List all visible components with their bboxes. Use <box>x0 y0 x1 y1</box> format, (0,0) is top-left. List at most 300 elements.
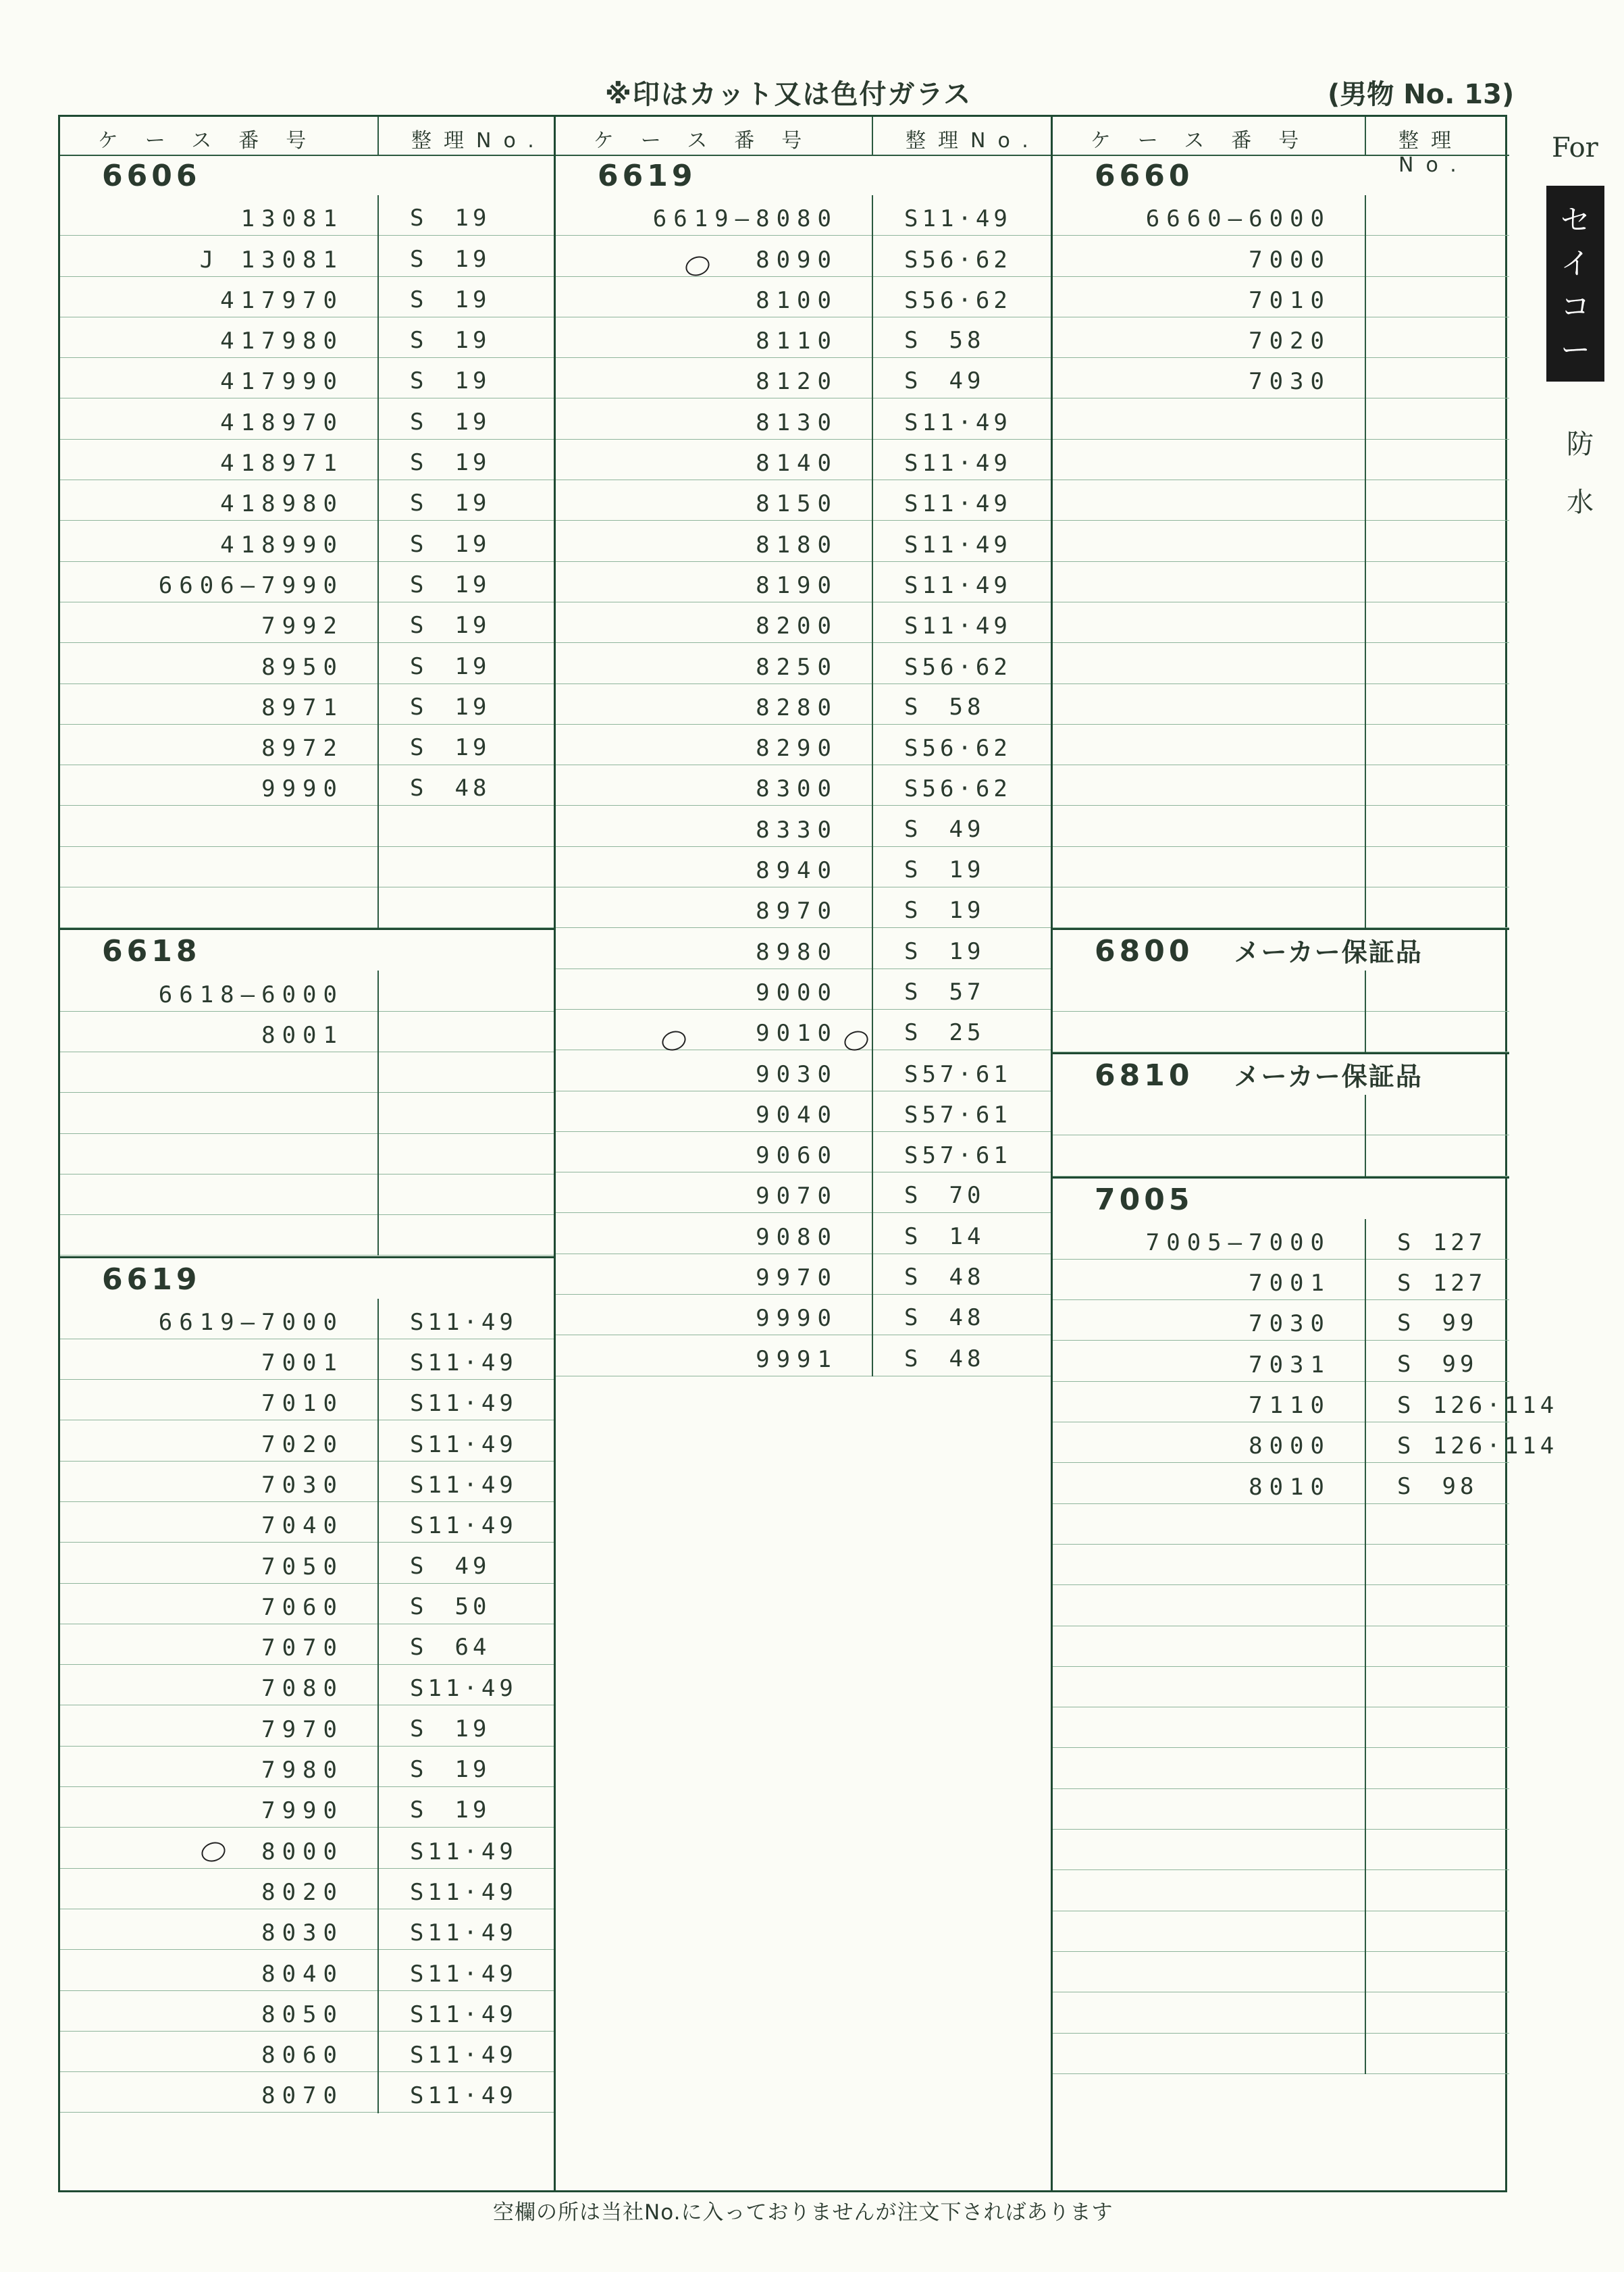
table-row <box>1053 1952 1509 1992</box>
reference-number: S11·49 <box>410 1430 517 1458</box>
table-row <box>60 195 554 236</box>
table-row <box>60 1174 554 1215</box>
case-number: 6606—7990 <box>158 571 344 599</box>
reference-number: S 48 <box>904 1264 985 1291</box>
case-number: 8010 <box>1249 1473 1331 1501</box>
table-row <box>1053 277 1509 317</box>
table-row <box>1053 847 1509 887</box>
reference-number: S 19 <box>410 734 491 762</box>
case-number: 6619—7000 <box>158 1308 344 1336</box>
header-case-number: ケース番号 <box>1090 129 1326 153</box>
table-row <box>60 847 554 887</box>
table-row <box>556 725 1051 765</box>
table-row <box>556 847 1051 887</box>
reference-number: S 48 <box>410 775 491 802</box>
table-row <box>60 277 554 317</box>
model-number <box>1053 155 1509 195</box>
table-row <box>556 358 1051 398</box>
table-row <box>1053 765 1509 806</box>
column-divider <box>1365 195 1366 928</box>
case-number: 9040 <box>756 1101 838 1129</box>
table-row <box>60 1950 554 1990</box>
reference-number: S 64 <box>410 1634 491 1661</box>
table-row <box>1053 1626 1509 1667</box>
reference-number: S 19 <box>410 571 491 598</box>
reference-number: S 50 <box>410 1593 491 1620</box>
table-row <box>556 277 1051 317</box>
table-row <box>1053 562 1509 602</box>
side-tab-char: イ <box>1561 247 1590 281</box>
reference-number: S 48 <box>904 1345 985 1372</box>
case-number: 7110 <box>1249 1392 1331 1420</box>
reference-number: S 19 <box>410 286 491 313</box>
case-number: 8140 <box>756 450 838 477</box>
table-row <box>60 1909 554 1950</box>
case-number: 8190 <box>756 571 838 599</box>
reference-number: S 126·114 <box>1397 1392 1558 1420</box>
footer-note: 空欄の所は当社No.に入っておりませんが注文下さればあります <box>493 2200 1114 2225</box>
reference-number: S 99 <box>1397 1350 1478 1378</box>
table-row <box>556 1335 1051 1376</box>
table-row <box>1053 684 1509 725</box>
model-number-text: 7005 <box>1095 1182 1194 1217</box>
reference-number: S11·49 <box>410 1471 517 1499</box>
case-number: 9970 <box>756 1264 838 1292</box>
reference-number: S57·61 <box>904 1142 1012 1170</box>
reference-number: S11·49 <box>410 1960 517 1988</box>
model-group <box>1053 155 1509 928</box>
side-tab-char: セ <box>1561 203 1590 238</box>
table-row <box>556 521 1051 561</box>
table-row <box>60 2032 554 2072</box>
table-row <box>60 358 554 398</box>
table-row <box>556 1254 1051 1295</box>
table-row <box>60 1624 554 1665</box>
column-right <box>1053 117 1558 2190</box>
table-row <box>556 1010 1051 1050</box>
table-row <box>60 1705 554 1746</box>
column-header <box>60 117 554 156</box>
table-row <box>556 602 1051 643</box>
table-row <box>556 1172 1051 1213</box>
table-row <box>556 1213 1051 1254</box>
side-label-for: For <box>1552 132 1598 163</box>
warranty-note: メーカー保証品 <box>1234 937 1423 968</box>
reference-number: S 99 <box>1397 1310 1478 1337</box>
header-note: ※印はカット又は色付ガラス <box>605 79 972 110</box>
table-row <box>60 521 554 561</box>
model-number <box>60 1258 554 1299</box>
table-row <box>556 398 1051 439</box>
table-row <box>1053 1789 1509 1830</box>
table-row <box>1053 1463 1509 1503</box>
case-number: 9070 <box>756 1183 838 1210</box>
table-row <box>60 765 554 806</box>
case-number: 8180 <box>756 531 838 559</box>
table-row <box>556 236 1051 276</box>
table-row <box>60 1787 554 1828</box>
side-tab-char: コ <box>1561 290 1590 324</box>
model-group <box>60 155 554 928</box>
case-number: 418970 <box>220 409 344 436</box>
page-number: (男物 No. 13) <box>1328 79 1515 110</box>
case-number: 9990 <box>756 1305 838 1333</box>
table-row <box>1053 1748 1509 1788</box>
reference-number: S 19 <box>410 408 491 436</box>
reference-number: S 19 <box>904 897 985 925</box>
case-number: 8110 <box>756 328 838 355</box>
table-row <box>1053 1585 1509 1626</box>
case-number: 8290 <box>756 735 838 763</box>
model-group <box>1053 930 1509 1052</box>
table-row <box>1053 971 1509 1011</box>
table-row <box>1053 1707 1509 1748</box>
column-left <box>60 117 556 2190</box>
case-number: 7050 <box>261 1553 344 1580</box>
side-label-waterproof <box>1567 415 1594 532</box>
case-number: 6660—6000 <box>1145 205 1331 233</box>
reference-number: S 19 <box>410 205 491 232</box>
header-reference-number: 整理No. <box>906 129 1041 153</box>
case-number: 7010 <box>1249 286 1331 314</box>
case-number: 7040 <box>261 1512 344 1540</box>
case-number: 9991 <box>756 1345 838 1373</box>
case-number: 8940 <box>756 857 838 885</box>
table-row <box>556 887 1051 928</box>
table-row <box>1053 2034 1509 2074</box>
reference-number: S 19 <box>410 327 491 355</box>
case-number: 7990 <box>261 1797 344 1825</box>
table-row <box>60 1339 554 1380</box>
catalog-table <box>58 115 1558 2192</box>
table-row <box>556 480 1051 521</box>
reference-number: S 57 <box>904 978 985 1006</box>
reference-number: S11·49 <box>904 409 1012 436</box>
table-row <box>60 1299 554 1339</box>
table-row <box>556 317 1051 358</box>
case-number: 7080 <box>261 1675 344 1703</box>
table-row <box>1053 1219 1509 1260</box>
case-number: 9080 <box>756 1223 838 1251</box>
table-row <box>1053 1382 1558 1422</box>
case-number: 8030 <box>261 1919 344 1947</box>
model-number <box>60 930 554 971</box>
case-number: 8970 <box>756 898 838 925</box>
reference-number: S 49 <box>904 367 985 395</box>
reference-number: S 70 <box>904 1182 985 1210</box>
table-row <box>1053 1300 1509 1341</box>
case-number: 8980 <box>756 938 838 966</box>
header-reference-number: 整理No. <box>411 129 546 153</box>
table-row <box>60 2072 554 2113</box>
header-case-number: ケース番号 <box>593 129 829 153</box>
table-row <box>60 725 554 765</box>
reference-number: S 19 <box>904 856 985 884</box>
table-row <box>60 440 554 480</box>
case-number: 8050 <box>261 2000 344 2028</box>
case-number: 7980 <box>261 1757 344 1784</box>
table-row <box>1053 1911 1509 1952</box>
model-number-text: 6660 <box>1095 159 1194 193</box>
reference-number: S 127 <box>1397 1229 1487 1256</box>
table-row <box>1053 1504 1509 1545</box>
case-number: 418980 <box>220 490 344 518</box>
model-group <box>556 155 1051 1376</box>
case-number: 8120 <box>756 368 838 396</box>
case-number: 9000 <box>756 979 838 1006</box>
reference-number: S11·49 <box>904 450 1012 477</box>
model-number-text: 6606 <box>102 159 201 193</box>
warranty-note: メーカー保証品 <box>1234 1062 1423 1091</box>
table-row <box>60 1380 554 1420</box>
reference-number: S 126·114 <box>1397 1432 1558 1460</box>
model-number <box>556 155 1051 195</box>
case-number: 7001 <box>261 1349 344 1377</box>
case-number: 9030 <box>756 1060 838 1088</box>
table-row <box>1053 521 1509 561</box>
case-number: 417970 <box>220 286 344 314</box>
table-row <box>1053 398 1509 439</box>
table-row <box>60 1420 554 1461</box>
table-row <box>1053 725 1509 765</box>
case-number: 8100 <box>756 286 838 314</box>
case-number: 417980 <box>220 328 344 355</box>
reference-number: S 19 <box>410 1797 491 1824</box>
reference-number: S 127 <box>1397 1270 1487 1297</box>
header-reference-number: 整理No. <box>1398 129 1469 177</box>
model-number <box>1053 930 1509 971</box>
case-number: 7070 <box>261 1634 344 1662</box>
model-number-text: 6618 <box>102 934 201 969</box>
table-row <box>60 1093 554 1133</box>
table-row <box>60 643 554 683</box>
model-number-text: 6810 <box>1095 1058 1194 1093</box>
table-row <box>556 806 1051 846</box>
table-row <box>1053 1012 1509 1052</box>
table-row <box>1053 1095 1509 1135</box>
column-divider <box>377 195 379 928</box>
table-row <box>556 1295 1051 1335</box>
case-number: 7030 <box>1249 1310 1331 1338</box>
table-row <box>556 1091 1051 1132</box>
case-number: 7001 <box>1249 1270 1331 1297</box>
table-row <box>1053 1545 1509 1585</box>
table-row <box>60 398 554 439</box>
table-row <box>60 236 554 276</box>
reference-number: S11·49 <box>410 1675 517 1703</box>
reference-number: S 19 <box>410 652 491 680</box>
page-header <box>58 68 1544 115</box>
table-row <box>60 1502 554 1543</box>
reference-number: S 14 <box>904 1222 985 1250</box>
table-row <box>1053 1667 1509 1707</box>
table-row <box>60 317 554 358</box>
case-number: 8330 <box>756 816 838 844</box>
reference-number: S56·62 <box>904 286 1012 314</box>
table-row <box>556 684 1051 725</box>
reference-number: S 19 <box>410 1715 491 1742</box>
case-number: 8130 <box>756 409 838 436</box>
table-row <box>1053 1422 1558 1463</box>
column-divider <box>1365 1095 1366 1177</box>
reference-number: S 19 <box>410 367 491 395</box>
reference-number: S11·49 <box>904 531 1012 559</box>
case-number: 7020 <box>261 1430 344 1458</box>
case-number: 8070 <box>261 2082 344 2110</box>
table-row <box>60 1584 554 1624</box>
reference-number: S56·62 <box>904 775 1012 803</box>
table-row <box>60 1747 554 1787</box>
case-number: 8150 <box>756 490 838 518</box>
side-sub-char: 防 <box>1567 429 1594 460</box>
table-row <box>60 971 554 1011</box>
reference-number: S56·62 <box>904 653 1012 681</box>
model-number <box>1053 1054 1509 1095</box>
case-number: 7970 <box>261 1715 344 1743</box>
table-row <box>1053 1870 1509 1911</box>
case-number: 418990 <box>220 531 344 559</box>
table-row <box>556 1050 1051 1091</box>
reference-number: S11·49 <box>410 2042 517 2069</box>
side-tab-char: ー <box>1561 333 1590 367</box>
reference-number: S 25 <box>904 1019 985 1047</box>
column-divider <box>377 971 379 1256</box>
column-divider <box>1365 971 1366 1052</box>
case-number: 8001 <box>261 1021 344 1049</box>
reference-number: S11·49 <box>904 613 1012 640</box>
table-row <box>60 684 554 725</box>
table-row <box>60 887 554 928</box>
reference-number: S11·49 <box>410 1349 517 1377</box>
side-tab-seiko <box>1546 186 1604 382</box>
table-row <box>556 928 1051 969</box>
reference-number: S 19 <box>904 937 985 965</box>
table-row <box>60 480 554 521</box>
reference-number: S 19 <box>410 449 491 477</box>
case-number: 8280 <box>756 694 838 721</box>
table-row <box>60 1052 554 1093</box>
table-row <box>60 1543 554 1583</box>
case-number: 7992 <box>261 613 344 640</box>
table-row <box>1053 195 1509 236</box>
table-row <box>1053 887 1509 928</box>
table-row <box>60 562 554 602</box>
side-sub-char: 水 <box>1567 487 1594 518</box>
case-number: 7000 <box>1249 246 1331 274</box>
table-row <box>60 1134 554 1174</box>
table-row <box>1053 1830 1509 1870</box>
model-number-text: 6619 <box>598 159 697 193</box>
case-number: 8000 <box>1249 1432 1331 1460</box>
case-number: 7010 <box>261 1390 344 1418</box>
model-number-text: 6619 <box>102 1262 201 1297</box>
case-number: 7030 <box>1249 368 1331 396</box>
table-row <box>556 969 1051 1010</box>
table-row <box>1053 1260 1509 1300</box>
case-number: 8090 <box>756 246 838 274</box>
case-number: 418971 <box>220 450 344 477</box>
table-row <box>60 1665 554 1705</box>
table-row <box>60 1869 554 1909</box>
reference-number: S 19 <box>410 245 491 273</box>
table-row <box>1053 236 1509 276</box>
reference-number: S11·49 <box>904 571 1012 599</box>
case-number: 8020 <box>261 1878 344 1906</box>
case-number: 9060 <box>756 1142 838 1170</box>
table-row <box>556 765 1051 806</box>
case-number: 6619—8080 <box>652 205 838 233</box>
reference-number: S11·49 <box>904 205 1012 233</box>
case-number: 8972 <box>261 735 344 763</box>
table-row <box>1053 480 1509 521</box>
table-row <box>556 643 1051 683</box>
reference-number: S56·62 <box>904 735 1012 763</box>
reference-number: S 19 <box>410 1756 491 1784</box>
column-middle <box>556 117 1053 2190</box>
reference-number: S11·49 <box>410 2082 517 2110</box>
reference-number: S 48 <box>904 1304 985 1332</box>
column-divider <box>872 195 873 1376</box>
case-number: 8040 <box>261 1960 344 1988</box>
case-number: 8250 <box>756 653 838 681</box>
case-number: 8950 <box>261 653 344 681</box>
table-row <box>1053 643 1509 683</box>
column-header <box>556 117 1051 156</box>
reference-number: S 49 <box>410 1552 491 1580</box>
model-number-text: 6800 <box>1095 934 1194 969</box>
case-number: 7060 <box>261 1593 344 1621</box>
reference-number: S57·61 <box>904 1101 1012 1129</box>
case-number: 8060 <box>261 2042 344 2069</box>
case-number: 7005—7000 <box>1145 1229 1331 1256</box>
case-number: 7031 <box>1249 1351 1331 1378</box>
table-row <box>1053 806 1509 846</box>
reference-number: S 49 <box>904 815 985 843</box>
reference-number: S57·61 <box>904 1060 1012 1088</box>
table-row <box>1053 1135 1509 1176</box>
model-group <box>1053 1054 1509 1177</box>
table-row <box>556 440 1051 480</box>
reference-number: S11·49 <box>904 490 1012 518</box>
model-group <box>1053 1179 1558 2074</box>
reference-number: S11·49 <box>410 1308 517 1336</box>
reference-number: S11·49 <box>410 1878 517 1906</box>
reference-number: S 98 <box>1397 1472 1478 1500</box>
reference-number: S 58 <box>904 693 985 721</box>
reference-number: S 19 <box>410 693 491 721</box>
reference-number: S11·49 <box>410 1390 517 1418</box>
table-row <box>1053 440 1509 480</box>
case-number: 8000 <box>261 1838 344 1865</box>
table-row <box>1053 1341 1509 1381</box>
case-number: 7020 <box>1249 328 1331 355</box>
case-number: 8200 <box>756 613 838 640</box>
case-number: 9990 <box>261 775 344 803</box>
case-number: 13081 <box>240 205 344 233</box>
reference-number: S11·49 <box>410 1838 517 1865</box>
case-number: 8971 <box>261 694 344 721</box>
case-number: 417990 <box>220 368 344 396</box>
table-row <box>60 1012 554 1052</box>
table-row <box>60 806 554 846</box>
table-row <box>1053 358 1509 398</box>
case-number: 9010 <box>756 1020 838 1048</box>
table-row <box>60 1991 554 2032</box>
table-row <box>1053 1992 1509 2033</box>
table-row <box>556 562 1051 602</box>
table-row <box>60 1215 554 1256</box>
table-row <box>60 1462 554 1502</box>
